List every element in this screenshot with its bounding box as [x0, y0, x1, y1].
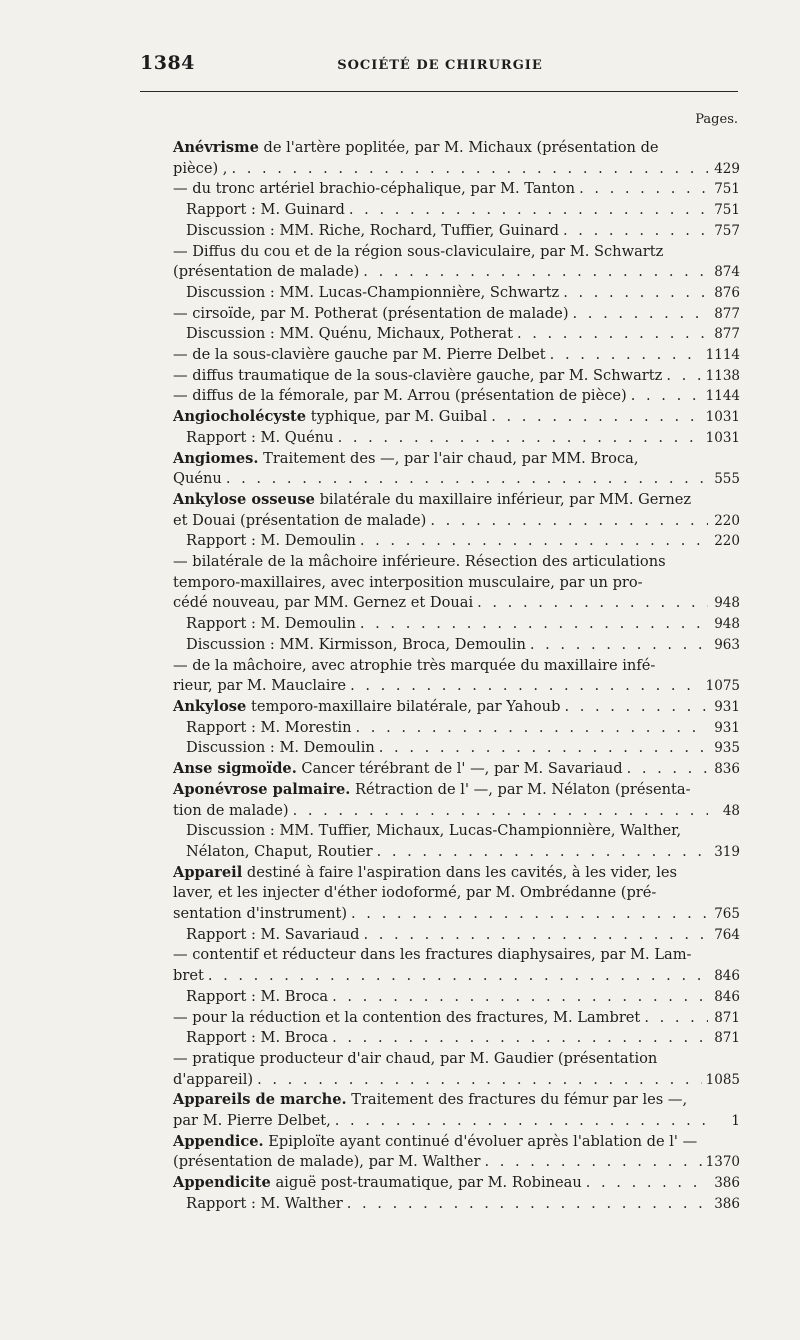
entry-text: Rapport : M. Quénu	[186, 428, 334, 446]
dot-leader	[484, 1152, 701, 1173]
index-entry	[170, 614, 740, 635]
entry-text: — cirsoïde, par M. Potherat (présentation de malade)	[173, 304, 569, 322]
index-entry	[140, 759, 740, 780]
entry-line	[186, 221, 740, 242]
entry-text: cédé nouveau, par MM. Gernez et Douai	[173, 594, 474, 612]
entry-line	[173, 490, 740, 511]
entry-text: d'appareil)	[173, 1070, 254, 1088]
entry-keyword: Aponévrose palmaire.	[173, 780, 351, 798]
entry-text: tion de malade)	[173, 801, 289, 819]
entry-keyword: Angiocholécyste	[173, 408, 307, 426]
index-entry	[152, 242, 740, 283]
page-reference: 386	[714, 1195, 740, 1212]
entry-line	[186, 283, 740, 304]
dot-leader	[350, 676, 702, 697]
entry-text: — pratique producteur d'air chaud, par M. Gaudier (présentation	[173, 1049, 658, 1067]
entry-line	[173, 593, 740, 614]
entry-text: — diffus de la fémorale, par M. Arrou (présentation de pièce)	[173, 387, 627, 405]
index-entry	[152, 179, 740, 200]
dot-leader	[573, 304, 708, 325]
dot-leader	[257, 1070, 702, 1091]
dot-leader	[627, 759, 708, 780]
entry-line	[173, 1111, 740, 1132]
entry-line	[173, 1152, 740, 1173]
entry-line	[173, 883, 740, 904]
entry-line	[173, 386, 740, 407]
entry-keyword: Appendicite	[173, 1174, 271, 1192]
entry-line	[186, 428, 740, 449]
page-reference: 846	[714, 968, 740, 985]
entry-line	[186, 635, 740, 656]
index-entry	[170, 821, 740, 862]
entry-line	[173, 863, 740, 884]
running-title: SOCIÉTÉ DE CHIRURGIE	[337, 58, 543, 73]
page-reference: 220	[714, 533, 740, 550]
pages-column-label: Pages.	[695, 112, 738, 127]
dot-leader	[293, 801, 708, 822]
entry-line	[173, 780, 740, 801]
entry-line	[173, 552, 740, 573]
entry-line	[173, 242, 740, 263]
entry-text: Rapport : M. Guinard	[186, 201, 345, 219]
dot-leader	[208, 966, 708, 987]
entry-text: et Douai (présentation de malade)	[173, 511, 427, 529]
index-entry	[170, 987, 740, 1008]
page-reference: 429	[714, 160, 740, 177]
page-reference: 871	[714, 1030, 740, 1047]
dot-leader	[564, 697, 708, 718]
entry-line	[173, 1132, 740, 1153]
index-entry	[170, 200, 740, 221]
index-entry	[170, 283, 740, 304]
entry-line	[173, 449, 740, 470]
dot-leader	[377, 842, 708, 863]
index-entry	[170, 324, 740, 345]
entry-text: Cancer térébrant de l' —, par M. Savariaud	[296, 760, 623, 778]
page-reference: 846	[714, 988, 740, 1005]
index-entry	[140, 1173, 740, 1194]
page-reference: 751	[714, 202, 740, 219]
page-reference: 319	[714, 843, 740, 860]
index-entry	[152, 304, 740, 325]
page-reference: 1114	[705, 347, 740, 364]
page-reference: 48	[722, 802, 740, 819]
page-reference: 931	[714, 719, 740, 736]
entry-line	[173, 656, 740, 677]
entry-line	[186, 1194, 740, 1215]
index-entry	[152, 945, 740, 986]
dot-leader	[332, 987, 708, 1008]
entry-line	[186, 531, 740, 552]
dot-leader	[226, 469, 708, 490]
entry-line	[173, 366, 740, 387]
page-reference: 935	[714, 740, 740, 757]
dot-leader	[363, 925, 708, 946]
dot-leader	[517, 324, 708, 345]
page-reference: 751	[714, 181, 740, 198]
entry-text: Rapport : M. Demoulin	[186, 615, 356, 633]
index-entry	[152, 552, 740, 614]
entry-text: — de la mâchoire, avec atrophie très marquée du maxillaire infé-	[173, 656, 656, 674]
dot-leader	[586, 1173, 708, 1194]
entry-line	[186, 821, 740, 842]
entry-text: bret	[173, 967, 204, 985]
entry-line	[186, 987, 740, 1008]
entry-text: Rapport : M. Demoulin	[186, 532, 356, 550]
dot-leader	[231, 159, 708, 180]
dot-leader	[579, 179, 708, 200]
entry-line	[173, 511, 740, 532]
entry-line	[173, 1173, 740, 1194]
entry-text: Discussion : MM. Quénu, Michaux, Potherat	[186, 325, 513, 343]
entry-text: (présentation de malade)	[173, 263, 360, 281]
index-entries	[140, 138, 740, 1215]
index-entry	[152, 1049, 740, 1090]
page-reference: 1031	[705, 409, 740, 426]
entry-line	[186, 738, 740, 759]
entry-text: Nélaton, Chaput, Routier	[186, 842, 373, 860]
entry-text: Discussion : M. Demoulin	[186, 739, 375, 757]
entry-text: Rétraction de l' —, par M. Nélaton (présenta-	[350, 780, 691, 798]
page-reference: 1075	[705, 678, 740, 695]
entry-keyword: Ankylose	[173, 697, 247, 715]
dot-leader	[360, 614, 708, 635]
dot-leader	[379, 738, 708, 759]
entry-keyword: Anévrisme	[173, 139, 259, 156]
page-reference: 877	[714, 326, 740, 343]
index-entry	[140, 407, 740, 428]
dot-leader	[563, 221, 708, 242]
page-reference: 1085	[705, 1071, 740, 1088]
entry-text: typhique, par M. Guibal	[306, 408, 488, 426]
entry-line	[186, 718, 740, 739]
entry-line	[173, 179, 740, 200]
entry-text: Discussion : MM. Lucas-Championnière, Schwartz	[186, 283, 560, 301]
entry-line	[173, 469, 740, 490]
page-reference: 1138	[705, 367, 740, 384]
entry-keyword: Angiomes.	[173, 449, 259, 467]
entry-line	[173, 1070, 740, 1091]
dot-leader	[644, 1008, 708, 1029]
page-reference: 871	[714, 1009, 740, 1026]
entry-text: Quénu	[173, 470, 222, 488]
entry-text: Rapport : M. Walther	[186, 1194, 343, 1212]
dot-leader	[351, 904, 708, 925]
index-entry	[152, 345, 740, 366]
page-reference: 931	[714, 698, 740, 715]
index-entry	[170, 635, 740, 656]
entry-line	[173, 697, 740, 718]
entry-line	[186, 324, 740, 345]
entry-text: temporo-maxillaire bilatérale, par Yahoub	[246, 697, 561, 715]
page-reference: 765	[714, 906, 740, 923]
entry-text: — pour la réduction et la contention des fractures, M. Lambret	[173, 1008, 641, 1026]
entry-text: — de la sous-clavière gauche par M. Pierre Delbet	[173, 346, 546, 364]
entry-text: rieur, par M. Mauclaire	[173, 677, 347, 695]
page-reference: 948	[714, 595, 740, 612]
page-reference: 876	[714, 284, 740, 301]
entry-text: Rapport : M. Morestin	[186, 718, 352, 736]
entry-text: — diffus traumatique de la sous-clavière gauche, par M. Schwartz	[173, 366, 663, 384]
page-reference: 1	[731, 1113, 740, 1130]
entry-text: laver, et les injecter d'éther iodoformé, par M. Ombrédanne (pré-	[173, 884, 657, 902]
page-reference: 220	[714, 512, 740, 529]
header-rule	[140, 91, 738, 92]
entry-line	[173, 407, 740, 428]
entry-line	[173, 1090, 740, 1111]
entry-line	[186, 1028, 740, 1049]
page-reference: 1370	[705, 1154, 740, 1171]
entry-line	[173, 759, 740, 780]
entry-text: aiguë post-traumatique, par M. Robineau	[270, 1174, 582, 1192]
entry-line	[173, 1008, 740, 1029]
index-entry	[170, 428, 740, 449]
page-header	[140, 52, 740, 82]
entry-text: — contentif et réducteur dans les fractures diaphysaires, par M. Lam-	[173, 946, 692, 964]
entry-line	[173, 945, 740, 966]
entry-keyword: Appareil	[173, 863, 243, 881]
dot-leader	[363, 262, 708, 283]
page-reference: 874	[714, 264, 740, 281]
dot-leader	[338, 428, 702, 449]
page-reference: 948	[714, 616, 740, 633]
dot-leader	[349, 200, 708, 221]
entry-keyword: Appareils de marche.	[173, 1091, 347, 1109]
entry-line	[186, 842, 740, 863]
entry-line	[173, 345, 740, 366]
page-reference: 386	[714, 1175, 740, 1192]
entry-line	[186, 200, 740, 221]
entry-text: bilatérale du maxillaire inférieur, par MM. Gernez	[314, 490, 692, 508]
index-entry	[152, 366, 740, 387]
dot-leader	[530, 635, 708, 656]
page-reference: 877	[714, 305, 740, 322]
dot-leader	[550, 345, 702, 366]
page-reference: 757	[714, 222, 740, 239]
index-entry	[140, 697, 740, 718]
entry-text: Traitement des fractures du fémur par les —,	[346, 1091, 688, 1109]
index-entry	[170, 531, 740, 552]
entry-line	[173, 676, 740, 697]
entry-text: Rapport : M. Savariaud	[186, 925, 360, 943]
entry-line	[173, 159, 740, 180]
entry-text: — du tronc artériel brachio-céphalique, par M. Tanton	[173, 180, 576, 198]
dot-leader	[477, 593, 708, 614]
entry-text: sentation d'instrument)	[173, 905, 348, 923]
entry-line	[173, 262, 740, 283]
entry-text: Rapport : M. Broca	[186, 1029, 329, 1047]
dot-leader	[430, 511, 708, 532]
entry-text: de l'artère poplitée, par M. Michaux (présentation de	[258, 139, 659, 156]
entry-text: Epiploïte ayant continué d'évoluer après l'ablation de l' —	[263, 1132, 698, 1150]
dot-leader	[347, 1194, 708, 1215]
entry-line	[186, 614, 740, 635]
entry-text: Discussion : MM. Kirmisson, Broca, Demoulin	[186, 635, 526, 653]
page-reference: 555	[714, 471, 740, 488]
entry-text: Rapport : M. Broca	[186, 987, 329, 1005]
index-entry	[152, 386, 740, 407]
entry-text: — Diffus du cou et de la région sous-claviculaire, par M. Schwartz	[173, 242, 664, 260]
entry-line	[173, 1049, 740, 1070]
page-number: 1384	[140, 52, 195, 74]
index-entry	[170, 1194, 740, 1215]
index-entry	[152, 656, 740, 697]
index-entry	[170, 718, 740, 739]
index-entry	[140, 1132, 740, 1173]
entry-text: Discussion : MM. Riche, Rochard, Tuffier, Guinard	[186, 221, 560, 239]
index-entry	[140, 490, 740, 531]
index-entry	[140, 138, 740, 179]
index-entry	[170, 738, 740, 759]
page-reference: 1144	[705, 388, 740, 405]
page-reference: 1031	[705, 429, 740, 446]
dot-leader	[356, 718, 708, 739]
entry-line	[186, 925, 740, 946]
dot-leader	[631, 386, 702, 407]
entry-line	[173, 966, 740, 987]
entry-text: temporo-maxillaires, avec interposition musculaire, par un pro-	[173, 573, 643, 591]
dot-leader	[491, 407, 701, 428]
page-reference: 963	[714, 636, 740, 653]
index-entry	[170, 221, 740, 242]
dot-leader	[563, 283, 708, 304]
entry-keyword: Ankylose osseuse	[173, 490, 315, 508]
index-entry	[170, 925, 740, 946]
index-entry	[140, 780, 740, 821]
entry-line	[173, 904, 740, 925]
index-entry	[140, 449, 740, 490]
index-entry	[140, 863, 740, 925]
entry-text: destiné à faire l'aspiration dans les cavités, à les vider, les	[242, 863, 677, 881]
index-entry	[140, 1090, 740, 1131]
entry-line	[173, 304, 740, 325]
dot-leader	[332, 1028, 708, 1049]
page-reference: 836	[714, 761, 740, 778]
dot-leader	[335, 1111, 708, 1132]
entry-line	[173, 573, 740, 594]
index-entry	[152, 1008, 740, 1029]
entry-text: pièce) ,	[173, 159, 228, 177]
entry-text: Discussion : MM. Tuffier, Michaux, Lucas-Championnière, Walther,	[186, 822, 682, 840]
dot-leader	[666, 366, 701, 387]
dot-leader	[360, 531, 708, 552]
entry-text: — bilatérale de la mâchoire inférieure. Résection des articulations	[173, 553, 666, 571]
entry-keyword: Appendice.	[173, 1132, 264, 1150]
page-reference: 764	[714, 926, 740, 943]
entry-text: Traitement des —, par l'air chaud, par MM. Broca,	[258, 449, 639, 467]
entry-text: par M. Pierre Delbet,	[173, 1112, 331, 1130]
entry-line	[173, 801, 740, 822]
entry-keyword: Anse sigmoïde.	[173, 760, 297, 778]
index-entry	[170, 1028, 740, 1049]
entry-text: (présentation de malade), par M. Walther	[173, 1153, 481, 1171]
entry-line	[173, 138, 740, 159]
